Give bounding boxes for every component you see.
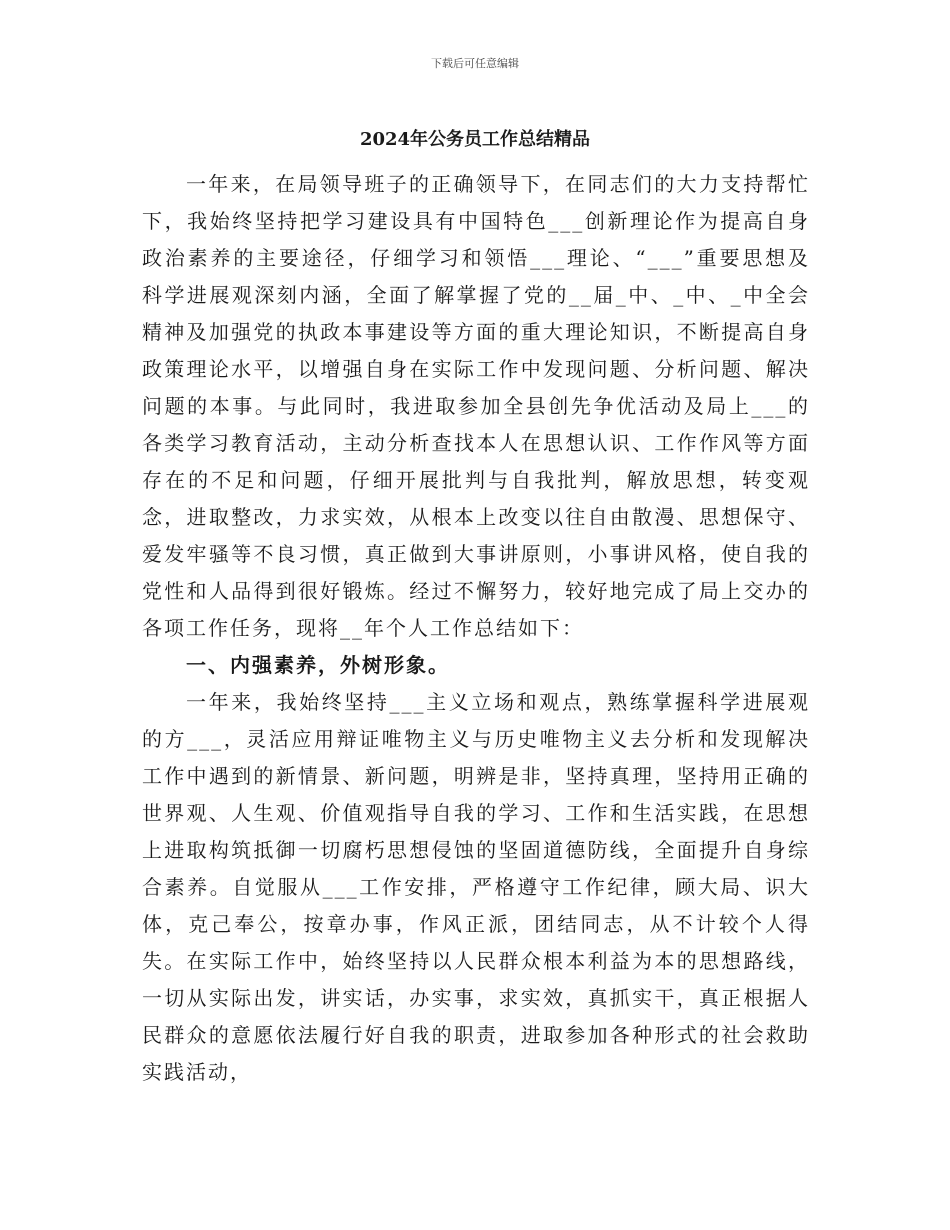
document-body xyxy=(142,166,810,1091)
section-paragraph: 一年来，我始终坚持___主义立场和观点，熟练掌握科学进展观的方___，灵活应用辩证唯物主义与历史唯物主义去分析和发现解决工作中遇到的新情景、新问题，明辨是非，坚持真理，坚持用正确的世界观、人生观、价值观指导自我的学习、工作和生活实践，在思想上进取构筑抵御一切腐朽思想侵蚀的坚固道德防线，全面提升自身综合素养。自觉服从___工作安排，严格遵守工作纪律，顾大局、识大体，克己奉公，按章办事，作风正派，团结同志，从不计较个人得失。在实际工作中，始终坚持以人民群众根本利益为本的思想路线，一切从实际出发，讲实话，办实事，求实效，真抓实干，真正根据人民群众的意愿依法履行好自我的职责，进取参加各种形式的社会救助实践活动， xyxy=(142,690,810,1084)
document-title: 2024年公务员工作总结精品 xyxy=(359,129,591,150)
section-heading: 一、内强素养，外树形象。 xyxy=(186,653,450,677)
download-note: 下载后可任意编辑 xyxy=(431,57,519,70)
intro-paragraph: 一年来，在局领导班子的正确领导下，在同志们的大力支持帮忙下，我始终坚持把学习建设具有中国特色___创新理论作为提高自身政治素养的主要途径，仔细学习和领悟___理论、“___”重要思想及科学进展观深刻内涵，全面了解掌握了党的__届_中、_中、_中全会精神及加强党的执政本事建设等方面的重大理论知识，不断提高自身政策理论水平，以增强自身在实际工作中发现问题、分析问题、解决问题的本事。与此同时，我进取参加全县创先争优活动及局上___的各类学习教育活动，主动分析查找本人在思想认识、工作作风等方面存在的不足和问题，仔细开展批判与自我批判，解放思想，转变观念，进取整改，力求实效，从根本上改变以往自由散漫、思想保守、爱发牢骚等不良习惯，真正做到大事讲原则，小事讲风格，使自我的党性和人品得到很好锻炼。经过不懈努力，较好地完成了局上交办的各项工作任务，现将__年个人工作总结如下： xyxy=(142,172,810,640)
